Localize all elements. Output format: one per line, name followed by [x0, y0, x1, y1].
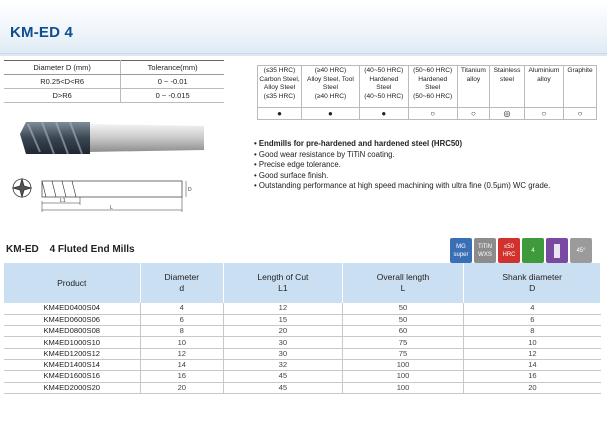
suitability-mark: ○	[457, 108, 490, 120]
material-header-line: Carbon Steel,	[259, 75, 300, 83]
product-code-cell: KM4ED2000S20	[4, 382, 140, 393]
shank-diameter-cell: 16	[464, 371, 601, 382]
diameter-cell: 10	[140, 337, 224, 348]
tolerance-table	[4, 60, 224, 103]
material-marks-row	[258, 108, 597, 120]
material-header-line: (40~50 HRC)	[364, 67, 404, 74]
material-header-line: (≥40 HRC)	[314, 92, 347, 100]
material-header	[490, 66, 525, 108]
material-header-line: Graphite	[567, 67, 593, 74]
overall-length-cell: 50	[342, 314, 464, 325]
table-row	[4, 371, 601, 382]
length-of-cut-cell: 20	[224, 326, 343, 337]
shank-diameter-cell: 8	[464, 326, 601, 337]
tolerance-cell: D>R6	[4, 89, 121, 103]
section-code: KM-ED	[6, 244, 39, 255]
tolerance-cell: 0 ~ -0.015	[121, 89, 224, 103]
table-row	[4, 348, 601, 359]
material-header	[302, 66, 360, 108]
material-header-line: (50~60 HRC)	[413, 67, 453, 74]
overall-length-cell: 60	[342, 326, 464, 337]
material-header-line: Hardened	[418, 75, 448, 83]
table-row	[4, 337, 601, 348]
flute-count-badge-icon: 4	[522, 238, 544, 263]
table-row	[4, 382, 601, 393]
shank-diameter-cell: 10	[464, 337, 601, 348]
suitability-mark: ●	[359, 108, 408, 120]
feature-title: • Endmills for pre-hardened and hardened steel (HRC50)	[254, 139, 550, 150]
length-of-cut-cell: 30	[224, 337, 343, 348]
column-header-length-of-cut: Length of Cut L1	[224, 263, 343, 303]
table-row	[4, 359, 601, 370]
tolerance-header-diameter: Diameter D (mm)	[4, 61, 121, 75]
corner-type-badge-icon	[546, 238, 568, 263]
section-name: 4 Fluted End Mills	[49, 244, 135, 255]
feature-list	[254, 139, 550, 192]
material-header-line: Aluminium	[528, 67, 560, 74]
suitability-mark: ◎	[490, 108, 525, 120]
feature-item: • Precise edge tolerance.	[254, 160, 550, 171]
overall-length-cell: 100	[342, 371, 464, 382]
length-of-cut-cell: 32	[224, 359, 343, 370]
suitability-mark: ○	[524, 108, 563, 120]
suitability-mark: ●	[302, 108, 360, 120]
material-header-line: alloy	[466, 75, 481, 83]
drawing-label-l: L	[110, 205, 113, 211]
material-header-line: Stainless	[493, 67, 521, 74]
material-header-line: Steel	[376, 84, 392, 91]
material-header-line: steel	[500, 75, 514, 83]
section-title	[6, 244, 135, 255]
column-header-diameter: Diameter d	[140, 263, 224, 303]
column-header-shank-diameter: Shank diameter D	[464, 263, 601, 303]
suitability-mark: ●	[258, 108, 302, 120]
shank-diameter-cell: 14	[464, 359, 601, 370]
end-mill-drawing	[8, 172, 198, 220]
length-of-cut-cell: 45	[224, 382, 343, 393]
length-of-cut-cell: 12	[224, 303, 343, 314]
shank-diameter-cell: 6	[464, 314, 601, 325]
material-header	[564, 66, 597, 108]
diameter-cell: 16	[140, 371, 224, 382]
suitability-mark: ○	[564, 108, 597, 120]
diameter-cell: 6	[140, 314, 224, 325]
product-code-cell: KM4ED1200S12	[4, 348, 140, 359]
hardness-badge-icon: ≤50 HRC	[498, 238, 520, 263]
material-header	[258, 66, 302, 108]
diameter-cell: 4	[140, 303, 224, 314]
material-header-line: (40~50 HRC)	[364, 92, 404, 100]
overall-length-cell: 50	[342, 303, 464, 314]
diameter-cell: 12	[140, 348, 224, 359]
material-header	[457, 66, 490, 108]
feature-item: • Outstanding performance at high speed machining with ultra fine (0.5μm) WC grade.	[254, 181, 550, 192]
shank-diameter-cell: 20	[464, 382, 601, 393]
shank-diameter-cell: 12	[464, 348, 601, 359]
overall-length-cell: 100	[342, 359, 464, 370]
column-header-product: Product	[4, 263, 140, 303]
product-code-cell: KM4ED1400S14	[4, 359, 140, 370]
length-of-cut-cell: 30	[224, 348, 343, 359]
table-row	[4, 314, 601, 325]
diameter-cell: 8	[140, 326, 224, 337]
product-code-cell: KM4ED1000S10	[4, 337, 140, 348]
material-header-line: alloy	[537, 75, 551, 83]
material-header-line: (≤35 HRC)	[263, 92, 296, 100]
feature-item: • Good surface finish.	[254, 171, 550, 182]
material-header-line: Hardened	[369, 75, 399, 83]
material-header	[359, 66, 408, 108]
shank-diameter-cell: 4	[464, 303, 601, 314]
material-header-line: Titanium	[460, 67, 486, 74]
mg-super-badge-icon: MG super	[450, 238, 472, 263]
material-header-line: (50~60 HRC)	[413, 92, 453, 100]
table-row	[4, 303, 601, 314]
drawing-label-l1: L1	[60, 198, 66, 204]
product-code-cell: KM4ED0400S04	[4, 303, 140, 314]
coating-badge-icon: TiTiN WXS	[474, 238, 496, 263]
material-header-line: Steel	[322, 84, 338, 91]
length-of-cut-cell: 15	[224, 314, 343, 325]
material-header-line: (≥40 HRC)	[314, 67, 347, 74]
product-code-cell: KM4ED1600S16	[4, 371, 140, 382]
overall-length-cell: 75	[342, 337, 464, 348]
header-divider	[0, 53, 607, 54]
end-view-icon	[13, 179, 31, 197]
column-header-overall-length: Overall length L	[342, 263, 464, 303]
length-of-cut-cell: 45	[224, 371, 343, 382]
overall-length-cell: 100	[342, 382, 464, 393]
table-row	[4, 89, 224, 103]
material-header	[524, 66, 563, 108]
page-title: KM-ED 4	[10, 24, 74, 41]
table-row	[4, 326, 601, 337]
material-header-line: (≤35 HRC)	[263, 67, 296, 74]
material-header	[408, 66, 457, 108]
header-band	[0, 0, 607, 56]
end-mill-photo	[18, 112, 208, 162]
product-code-cell: KM4ED0800S08	[4, 326, 140, 337]
diameter-cell: 20	[140, 382, 224, 393]
drawing-label-d: D	[188, 187, 192, 193]
property-badges	[450, 238, 592, 263]
feature-item: • Good wear resistance by TiTiN coating.	[254, 150, 550, 161]
helix-angle-badge-icon: 45°	[570, 238, 592, 263]
tolerance-header-tolerance: Tolerance(mm)	[121, 61, 224, 75]
product-code-cell: KM4ED0600S06	[4, 314, 140, 325]
tolerance-cell: R0.25<D<R6	[4, 75, 121, 89]
table-row	[4, 75, 224, 89]
material-header-line: Steel	[425, 84, 441, 91]
tolerance-cell: 0 ~ -0.01	[121, 75, 224, 89]
product-table	[4, 263, 601, 394]
suitability-mark: ○	[408, 108, 457, 120]
material-header-line: Alloy Steel, Tool	[307, 75, 354, 83]
material-header-line: Alloy Steel	[263, 84, 296, 91]
material-table	[257, 65, 597, 120]
diameter-cell: 14	[140, 359, 224, 370]
overall-length-cell: 75	[342, 348, 464, 359]
